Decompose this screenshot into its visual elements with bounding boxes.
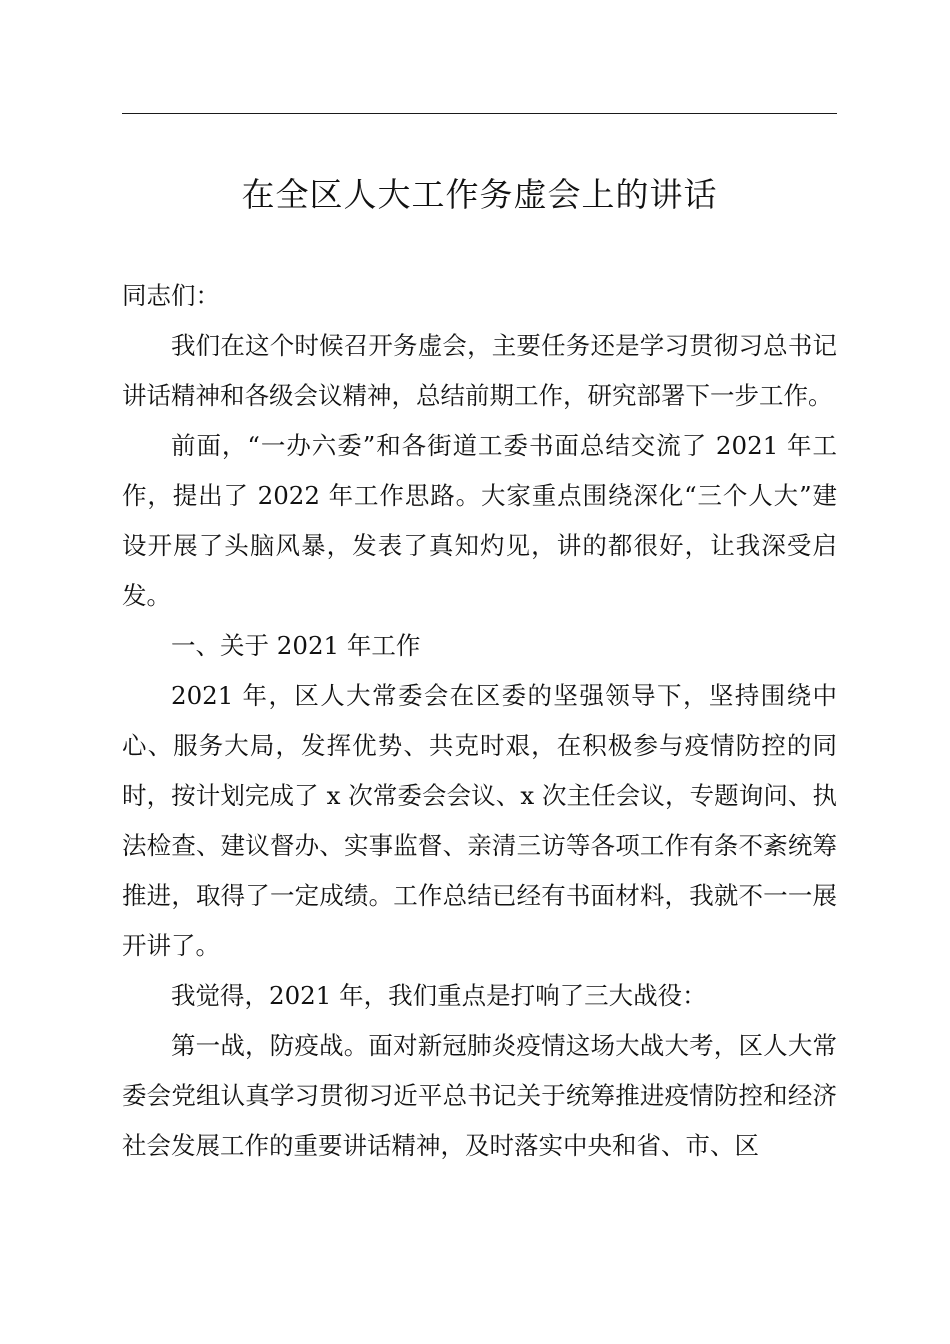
paragraph-summary: 前面，“一办六委”和各街道工委书面总结交流了 2021 年工作，提出了 2022 年工作思路。大家重点围绕深化“三个人大”建设开展了头脑风暴，发表了真知灼见，讲的都很好，让我深受启发。 <box>122 431 837 610</box>
paragraph-2021-work: 2021 年，区人大常委会在区委的坚强领导下，坚持围绕中心、服务大局，发挥优势、共克时艰，在积极参与疫情防控的同时，按计划完成了 x 次常委会会议、x 次主任会议，专题询问、执法检查、建议督办、实事监督、亲清三访等各项工作有条不紊统筹推进，取得了一定成绩。工作总结已经有书面材料，我就不一一展开讲了。 <box>122 681 837 960</box>
section-heading-2021: 一、关于 2021 年工作 <box>171 631 421 660</box>
paragraph-first-battle: 第一战，防疫战。面对新冠肺炎疫情这场大战大考，区人大常委会党组认真学习贯彻习近平总书记关于统筹推进疫情防控和经济社会发展工作的重要讲话精神，及时落实中央和省、市、区 <box>122 1031 837 1160</box>
document-body <box>122 271 837 1171</box>
document-title: 在全区人大工作务虚会上的讲话 <box>241 175 718 214</box>
header-rule <box>122 113 837 114</box>
paragraph-three-battles: 我觉得，2021 年，我们重点是打响了三大战役： <box>171 981 707 1010</box>
paragraph-intro: 我们在这个时候召开务虚会，主要任务还是学习贯彻习总书记讲话精神和各级会议精神，总结前期工作，研究部署下一步工作。 <box>122 331 837 410</box>
salutation: 同志们： <box>122 281 220 310</box>
